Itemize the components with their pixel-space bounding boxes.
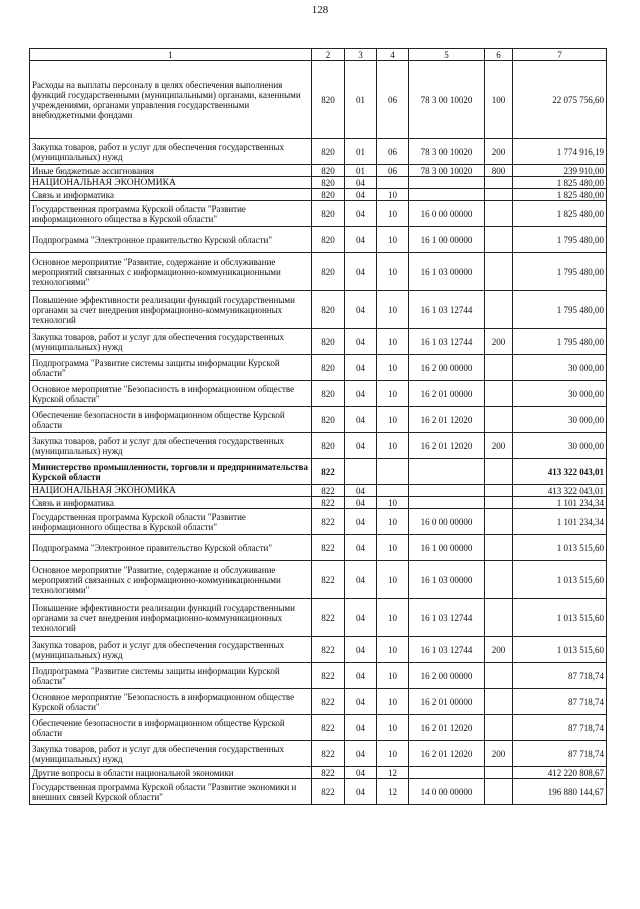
row-name: Закупка товаров, работ и услуг для обеспечения государственных (муниципальных) нужд bbox=[30, 433, 312, 459]
row-code-razdel: 04 bbox=[345, 177, 377, 189]
row-code-glava: 822 bbox=[312, 689, 345, 715]
table-row bbox=[30, 741, 607, 767]
row-amount: 412 220 808,67 bbox=[513, 767, 607, 779]
row-code-razdel: 01 bbox=[345, 165, 377, 177]
column-header-5: 5 bbox=[409, 49, 485, 61]
row-code-razdel: 04 bbox=[345, 201, 377, 227]
row-code-glava: 820 bbox=[312, 201, 345, 227]
row-amount: 1 795 480,00 bbox=[513, 291, 607, 329]
row-name: Связь и информатика bbox=[30, 189, 312, 201]
row-code-glava: 820 bbox=[312, 355, 345, 381]
row-code-vr bbox=[485, 599, 513, 637]
row-code-glava: 820 bbox=[312, 433, 345, 459]
row-code-vr bbox=[485, 459, 513, 485]
table-row bbox=[30, 715, 607, 741]
row-code-csr: 16 1 03 12744 bbox=[409, 329, 485, 355]
row-code-podrazdel: 10 bbox=[377, 509, 409, 535]
row-name: Закупка товаров, работ и услуг для обеспечения государственных (муниципальных) нужд bbox=[30, 741, 312, 767]
row-code-glava: 822 bbox=[312, 767, 345, 779]
row-code-razdel: 04 bbox=[345, 599, 377, 637]
column-header-3: 3 bbox=[345, 49, 377, 61]
row-code-vr bbox=[485, 767, 513, 779]
row-code-glava: 822 bbox=[312, 741, 345, 767]
table-row bbox=[30, 61, 607, 139]
row-code-podrazdel: 10 bbox=[377, 561, 409, 599]
row-code-razdel: 04 bbox=[345, 381, 377, 407]
row-name: Основное мероприятие "Безопасность в информационном обществе Курской области" bbox=[30, 381, 312, 407]
row-code-glava: 820 bbox=[312, 381, 345, 407]
row-code-csr: 16 2 01 00000 bbox=[409, 381, 485, 407]
budget-table bbox=[29, 48, 607, 805]
row-code-vr bbox=[485, 689, 513, 715]
row-code-vr bbox=[485, 381, 513, 407]
row-name: Подпрограмма "Развитие системы защиты информации Курской области" bbox=[30, 663, 312, 689]
table-row bbox=[30, 165, 607, 177]
table-row bbox=[30, 779, 607, 805]
table-row bbox=[30, 663, 607, 689]
row-code-vr bbox=[485, 291, 513, 329]
row-code-podrazdel: 06 bbox=[377, 61, 409, 139]
row-code-csr: 78 3 00 10020 bbox=[409, 61, 485, 139]
row-code-csr: 16 2 01 12020 bbox=[409, 407, 485, 433]
row-code-glava: 820 bbox=[312, 165, 345, 177]
row-name: Основное мероприятие "Безопасность в информационном обществе Курской области" bbox=[30, 689, 312, 715]
row-code-csr: 16 1 03 00000 bbox=[409, 561, 485, 599]
row-code-podrazdel: 10 bbox=[377, 227, 409, 253]
row-code-glava: 822 bbox=[312, 459, 345, 485]
row-name: НАЦИОНАЛЬНАЯ ЭКОНОМИКА bbox=[30, 177, 312, 189]
row-code-podrazdel: 10 bbox=[377, 689, 409, 715]
row-code-vr bbox=[485, 779, 513, 805]
row-code-razdel: 04 bbox=[345, 561, 377, 599]
row-code-podrazdel: 10 bbox=[377, 189, 409, 201]
row-code-vr bbox=[485, 407, 513, 433]
row-code-csr: 16 1 03 12744 bbox=[409, 599, 485, 637]
row-amount: 239 910,00 bbox=[513, 165, 607, 177]
row-name: Обеспечение безопасности в информационном обществе Курской области bbox=[30, 715, 312, 741]
row-amount: 1 013 515,60 bbox=[513, 561, 607, 599]
row-code-glava: 822 bbox=[312, 637, 345, 663]
row-code-glava: 822 bbox=[312, 535, 345, 561]
row-amount: 413 322 043,01 bbox=[513, 485, 607, 497]
row-code-podrazdel: 10 bbox=[377, 599, 409, 637]
row-code-podrazdel: 12 bbox=[377, 779, 409, 805]
row-code-csr bbox=[409, 767, 485, 779]
row-code-csr: 78 3 00 10020 bbox=[409, 139, 485, 165]
row-amount: 1 101 234,34 bbox=[513, 509, 607, 535]
row-name: Расходы на выплаты персоналу в целях обеспечения выполнения функций государственными (муниципальными) органами, казенными учреждениями, органами управления государственными внебюджетными фондами bbox=[30, 61, 312, 139]
row-code-razdel: 01 bbox=[345, 61, 377, 139]
row-code-csr: 14 0 00 00000 bbox=[409, 779, 485, 805]
row-name: Закупка товаров, работ и услуг для обеспечения государственных (муниципальных) нужд bbox=[30, 637, 312, 663]
row-code-razdel: 04 bbox=[345, 767, 377, 779]
table-row bbox=[30, 561, 607, 599]
row-name: Основное мероприятие "Развитие, содержание и обслуживание мероприятий связанных с информационно-коммуникационными технологиями" bbox=[30, 561, 312, 599]
row-amount: 30 000,00 bbox=[513, 407, 607, 433]
row-amount: 1 013 515,60 bbox=[513, 535, 607, 561]
row-code-vr bbox=[485, 355, 513, 381]
row-name: Закупка товаров, работ и услуг для обеспечения государственных (муниципальных) нужд bbox=[30, 139, 312, 165]
row-code-razdel: 04 bbox=[345, 329, 377, 355]
row-code-csr: 16 2 00 00000 bbox=[409, 663, 485, 689]
row-code-razdel: 04 bbox=[345, 407, 377, 433]
row-amount: 1 013 515,60 bbox=[513, 637, 607, 663]
row-code-vr bbox=[485, 177, 513, 189]
row-code-glava: 822 bbox=[312, 599, 345, 637]
row-name: НАЦИОНАЛЬНАЯ ЭКОНОМИКА bbox=[30, 485, 312, 497]
row-code-podrazdel: 12 bbox=[377, 767, 409, 779]
row-code-csr: 16 2 01 12020 bbox=[409, 741, 485, 767]
table-row bbox=[30, 407, 607, 433]
row-code-csr bbox=[409, 497, 485, 509]
row-code-csr: 16 0 00 00000 bbox=[409, 201, 485, 227]
row-name: Иные бюджетные ассигнования bbox=[30, 165, 312, 177]
header-row bbox=[30, 49, 607, 61]
row-code-razdel: 04 bbox=[345, 497, 377, 509]
row-code-csr bbox=[409, 459, 485, 485]
row-code-glava: 822 bbox=[312, 779, 345, 805]
table-row bbox=[30, 767, 607, 779]
row-code-glava: 822 bbox=[312, 561, 345, 599]
row-code-podrazdel: 10 bbox=[377, 355, 409, 381]
row-code-glava: 822 bbox=[312, 715, 345, 741]
row-amount: 30 000,00 bbox=[513, 433, 607, 459]
row-code-razdel: 04 bbox=[345, 253, 377, 291]
row-amount: 1 013 515,60 bbox=[513, 599, 607, 637]
row-code-csr: 16 2 01 12020 bbox=[409, 433, 485, 459]
row-code-vr bbox=[485, 509, 513, 535]
row-code-razdel: 04 bbox=[345, 779, 377, 805]
row-code-razdel: 04 bbox=[345, 433, 377, 459]
row-code-podrazdel: 10 bbox=[377, 407, 409, 433]
table-row bbox=[30, 291, 607, 329]
row-name: Повышение эффективности реализации функций государственными органами за счет внедрения информационно-коммуникационных технологий bbox=[30, 291, 312, 329]
row-code-csr: 16 1 03 12744 bbox=[409, 637, 485, 663]
row-name: Связь и информатика bbox=[30, 497, 312, 509]
table-row bbox=[30, 227, 607, 253]
row-amount: 87 718,74 bbox=[513, 715, 607, 741]
row-name: Государственная программа Курской области "Развитие информационного общества в Курской области" bbox=[30, 509, 312, 535]
row-amount: 1 795 480,00 bbox=[513, 227, 607, 253]
row-name: Обеспечение безопасности в информационном обществе Курской области bbox=[30, 407, 312, 433]
row-code-glava: 820 bbox=[312, 407, 345, 433]
row-code-podrazdel: 10 bbox=[377, 497, 409, 509]
row-code-razdel: 04 bbox=[345, 355, 377, 381]
row-name: Государственная программа Курской области "Развитие информационного общества в Курской области" bbox=[30, 201, 312, 227]
row-code-podrazdel: 10 bbox=[377, 329, 409, 355]
table-row bbox=[30, 329, 607, 355]
row-amount: 87 718,74 bbox=[513, 689, 607, 715]
table-row bbox=[30, 177, 607, 189]
row-code-razdel: 04 bbox=[345, 535, 377, 561]
row-code-razdel: 04 bbox=[345, 689, 377, 715]
row-code-glava: 820 bbox=[312, 61, 345, 139]
row-name: Подпрограмма "Электронное правительство Курской области" bbox=[30, 535, 312, 561]
row-code-glava: 820 bbox=[312, 177, 345, 189]
row-code-vr bbox=[485, 535, 513, 561]
row-name: Закупка товаров, работ и услуг для обеспечения государственных (муниципальных) нужд bbox=[30, 329, 312, 355]
row-code-podrazdel: 06 bbox=[377, 165, 409, 177]
table-row bbox=[30, 509, 607, 535]
row-code-glava: 822 bbox=[312, 663, 345, 689]
row-code-razdel: 01 bbox=[345, 139, 377, 165]
column-header-7: 7 bbox=[513, 49, 607, 61]
row-code-razdel: 04 bbox=[345, 485, 377, 497]
row-code-podrazdel bbox=[377, 459, 409, 485]
row-amount: 1 774 916,19 bbox=[513, 139, 607, 165]
row-amount: 22 075 756,60 bbox=[513, 61, 607, 139]
row-amount: 1 825 480,00 bbox=[513, 201, 607, 227]
table-row bbox=[30, 253, 607, 291]
page-number: 128 bbox=[311, 4, 329, 16]
row-code-vr bbox=[485, 663, 513, 689]
row-code-csr: 16 2 01 00000 bbox=[409, 689, 485, 715]
row-code-csr: 16 2 00 00000 bbox=[409, 355, 485, 381]
row-code-razdel: 04 bbox=[345, 741, 377, 767]
row-code-razdel bbox=[345, 459, 377, 485]
table-row bbox=[30, 689, 607, 715]
row-code-glava: 820 bbox=[312, 227, 345, 253]
row-code-vr: 200 bbox=[485, 139, 513, 165]
row-code-csr: 78 3 00 10020 bbox=[409, 165, 485, 177]
row-code-vr bbox=[485, 201, 513, 227]
row-code-razdel: 04 bbox=[345, 509, 377, 535]
row-amount: 1 825 480,00 bbox=[513, 189, 607, 201]
table-row bbox=[30, 637, 607, 663]
row-code-csr: 16 2 01 12020 bbox=[409, 715, 485, 741]
row-code-glava: 820 bbox=[312, 291, 345, 329]
row-code-glava: 822 bbox=[312, 497, 345, 509]
row-code-vr bbox=[485, 253, 513, 291]
row-code-vr bbox=[485, 227, 513, 253]
table-row bbox=[30, 599, 607, 637]
row-code-vr: 200 bbox=[485, 741, 513, 767]
row-code-podrazdel: 10 bbox=[377, 381, 409, 407]
table-row bbox=[30, 535, 607, 561]
row-code-csr bbox=[409, 177, 485, 189]
row-name: Государственная программа Курской области "Развитие экономики и внешних связей Курской области" bbox=[30, 779, 312, 805]
table-row bbox=[30, 433, 607, 459]
row-code-vr bbox=[485, 485, 513, 497]
table-row bbox=[30, 355, 607, 381]
row-code-glava: 820 bbox=[312, 329, 345, 355]
row-code-vr: 100 bbox=[485, 61, 513, 139]
row-name: Другие вопросы в области национальной экономики bbox=[30, 767, 312, 779]
row-name: Подпрограмма "Электронное правительство Курской области" bbox=[30, 227, 312, 253]
row-amount: 1 101 234,34 bbox=[513, 497, 607, 509]
row-code-csr: 16 1 03 12744 bbox=[409, 291, 485, 329]
row-amount: 30 000,00 bbox=[513, 355, 607, 381]
row-code-csr: 16 1 00 00000 bbox=[409, 535, 485, 561]
column-header-6: 6 bbox=[485, 49, 513, 61]
row-code-vr: 200 bbox=[485, 433, 513, 459]
row-code-podrazdel: 10 bbox=[377, 715, 409, 741]
row-amount: 1 795 480,00 bbox=[513, 253, 607, 291]
row-code-vr: 200 bbox=[485, 637, 513, 663]
row-code-podrazdel: 10 bbox=[377, 535, 409, 561]
row-code-razdel: 04 bbox=[345, 715, 377, 741]
row-code-vr bbox=[485, 561, 513, 599]
row-code-podrazdel: 10 bbox=[377, 291, 409, 329]
row-code-podrazdel: 10 bbox=[377, 433, 409, 459]
row-code-razdel: 04 bbox=[345, 227, 377, 253]
row-code-csr: 16 1 03 00000 bbox=[409, 253, 485, 291]
row-code-vr bbox=[485, 189, 513, 201]
row-code-vr bbox=[485, 497, 513, 509]
row-name: Подпрограмма "Развитие системы защиты информации Курской области" bbox=[30, 355, 312, 381]
row-code-glava: 822 bbox=[312, 485, 345, 497]
row-name: Министерство промышленности, торговли и предпринимательства Курской области bbox=[30, 459, 312, 485]
row-code-glava: 820 bbox=[312, 253, 345, 291]
row-code-podrazdel: 10 bbox=[377, 637, 409, 663]
row-code-podrazdel: 10 bbox=[377, 201, 409, 227]
row-code-podrazdel bbox=[377, 485, 409, 497]
row-amount: 196 880 144,67 bbox=[513, 779, 607, 805]
row-code-csr bbox=[409, 189, 485, 201]
row-code-podrazdel: 06 bbox=[377, 139, 409, 165]
row-name: Повышение эффективности реализации функций государственными органами за счет внедрения информационно-коммуникационных технологий bbox=[30, 599, 312, 637]
row-code-razdel: 04 bbox=[345, 637, 377, 663]
row-code-glava: 820 bbox=[312, 139, 345, 165]
row-code-csr bbox=[409, 485, 485, 497]
row-code-razdel: 04 bbox=[345, 663, 377, 689]
row-code-razdel: 04 bbox=[345, 291, 377, 329]
row-name: Основное мероприятие "Развитие, содержание и обслуживание мероприятий связанных с информационно-коммуникационными технологиями" bbox=[30, 253, 312, 291]
row-amount: 1 795 480,00 bbox=[513, 329, 607, 355]
row-amount: 87 718,74 bbox=[513, 663, 607, 689]
row-amount: 30 000,00 bbox=[513, 381, 607, 407]
column-header-4: 4 bbox=[377, 49, 409, 61]
table-row bbox=[30, 459, 607, 485]
row-amount: 1 825 480,00 bbox=[513, 177, 607, 189]
table-row bbox=[30, 497, 607, 509]
row-code-glava: 820 bbox=[312, 189, 345, 201]
table-row bbox=[30, 139, 607, 165]
row-code-vr: 200 bbox=[485, 329, 513, 355]
table-row bbox=[30, 189, 607, 201]
row-code-glava: 822 bbox=[312, 509, 345, 535]
row-code-podrazdel: 10 bbox=[377, 253, 409, 291]
row-amount: 413 322 043,01 bbox=[513, 459, 607, 485]
table-row bbox=[30, 485, 607, 497]
row-code-podrazdel bbox=[377, 177, 409, 189]
row-code-csr: 16 0 00 00000 bbox=[409, 509, 485, 535]
table-row bbox=[30, 381, 607, 407]
row-code-podrazdel: 10 bbox=[377, 663, 409, 689]
row-code-razdel: 04 bbox=[345, 189, 377, 201]
row-code-podrazdel: 10 bbox=[377, 741, 409, 767]
row-code-vr bbox=[485, 715, 513, 741]
column-header-1: 1 bbox=[30, 49, 312, 61]
row-code-vr: 800 bbox=[485, 165, 513, 177]
row-amount: 87 718,74 bbox=[513, 741, 607, 767]
row-code-csr: 16 1 00 00000 bbox=[409, 227, 485, 253]
table-row bbox=[30, 201, 607, 227]
column-header-2: 2 bbox=[312, 49, 345, 61]
